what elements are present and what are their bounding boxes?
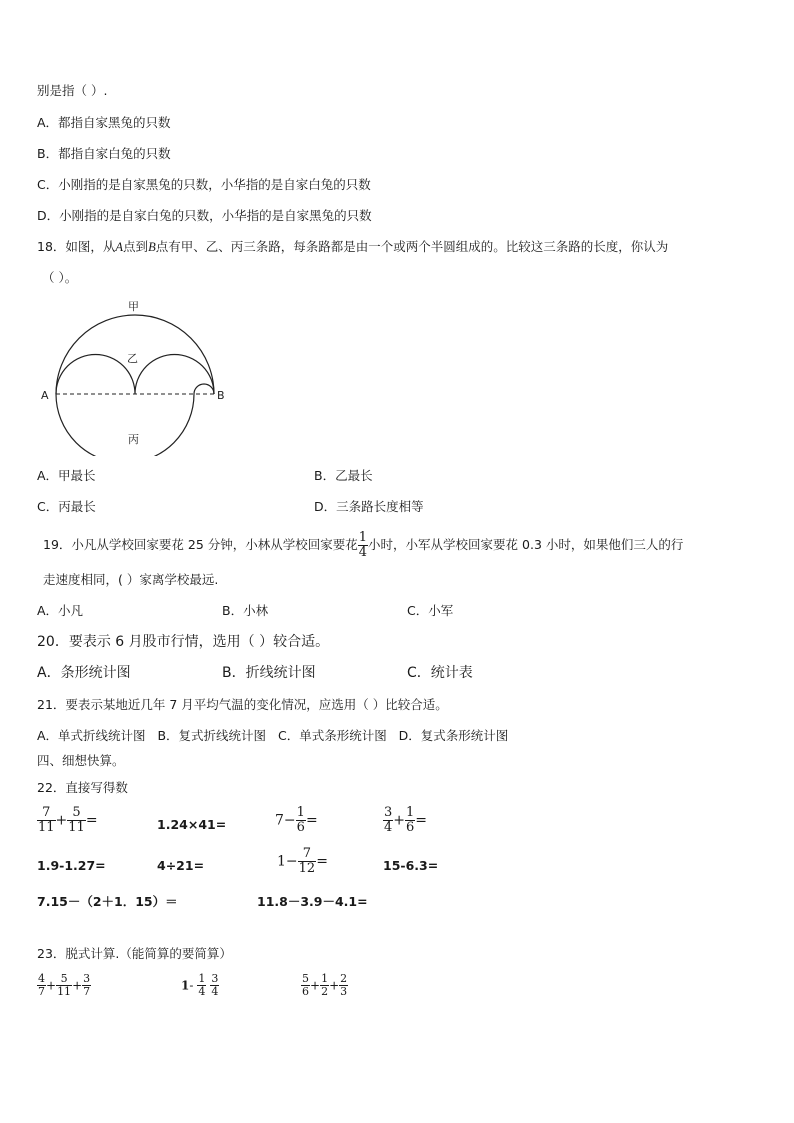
label-yi: 乙 [127,352,138,365]
q18-question: 18．如图，从A点到B点有甲、乙、丙三条路，每条路都是由一个或两个半圆组成的。比较这三条路的长度，你认为 [37,239,669,254]
q22-expr-7: 1− $\frac{7}{12}$ = [277,846,328,876]
semicircle-path-diagram [34,292,234,456]
q17-option-d: D．小刚指的是自家白兔的只数，小华指的是自家黑兔的只数 [37,208,372,223]
q23-title: 23．脱式计算.（能简算的要简算） [37,946,232,961]
q22-expr-8: 15-6.3= [383,858,439,873]
section-4-heading: 四、细想快算。 [37,753,125,768]
q22-expr-10: 11.8－3.9－4.1= [257,894,368,909]
label-jia: 甲 [128,300,139,313]
q20-option-a: A．条形统计图 [37,665,131,681]
label-b: B [217,389,225,402]
q21-options: A．单式折线统计图 B．复式折线统计图 C．单式条形统计图 D．复式条形统计图 [37,728,509,743]
q17-tail: 别是指（ ）. [37,83,108,98]
q20-option-c: C．统计表 [407,665,473,681]
q22-expr-9: 7.15－（2＋1．15）＝ [37,894,178,909]
q22-expr-6: 4÷21= [157,858,205,873]
label-a: A [41,389,49,402]
q20-question: 20．要表示 6 月股市行情，选用（ ）较合适。 [37,634,330,650]
q23-expr-3: $\frac{5}{6}$ + $\frac{1}{2}$ + $\frac{2}{3}$ [302,972,348,998]
q22-expr-5: 1.9-1.27= [37,858,106,873]
q19-option-b: B．小林 [222,603,269,618]
q22-expr-1: $\frac{7}{11}$ + $\frac{5}{11}$ = [38,805,98,835]
q22-expr-3: 7− $\frac{1}{6}$ = [275,805,318,835]
q18-option-a: A．甲最长 [37,468,96,483]
q18-option-b: B．乙最长 [314,468,373,483]
q18-option-c: C．丙最长 [37,499,96,514]
q21-question: 21．要表示某地近几年 7 月平均气温的变化情况，应选用（ ）比较合适。 [37,697,448,712]
point-a-label: A [115,240,124,254]
q17-option-c: C．小刚指的是自家黑兔的只数，小华指的是自家白兔的只数 [37,177,371,192]
q17-option-a: A．都指自家黑兔的只数 [37,115,171,130]
q22-expr-4: $\frac{3}{4}$ + $\frac{1}{6}$ = [384,805,428,835]
label-bing: 丙 [128,433,139,446]
q22-expr-2: 1.24×41= [157,817,227,832]
q19-fraction: $\frac{1}{4}$ [358,530,368,560]
q19-option-a: A．小凡 [37,603,84,618]
q19-question: 19．小凡从学校回家要花 25 分钟，小林从学校回家要花 $\frac{1}{4}$ 小时，小军从学校回家要花 0.3 小时，如果他们三人的行 [43,530,684,560]
q23-expr-2: 1- $\frac{1}{4}$ $\frac{3}{4}$ [181,972,219,998]
q18-answer-blank: （ ）。 [42,270,78,285]
q18-option-d: D．三条路长度相等 [314,499,424,514]
q20-option-b: B．折线统计图 [222,665,316,681]
q17-option-b: B．都指自家白兔的只数 [37,146,171,161]
q22-title: 22．直接写得数 [37,780,128,795]
q23-expr-1: $\frac{4}{7}$ + $\frac{5}{11}$ + $\frac{3}{7}$ [38,972,91,998]
q19-option-c: C．小军 [407,603,454,618]
point-b-label: B [148,240,156,254]
q19-line2: 走速度相同，( ）家离学校最远. [43,572,219,587]
